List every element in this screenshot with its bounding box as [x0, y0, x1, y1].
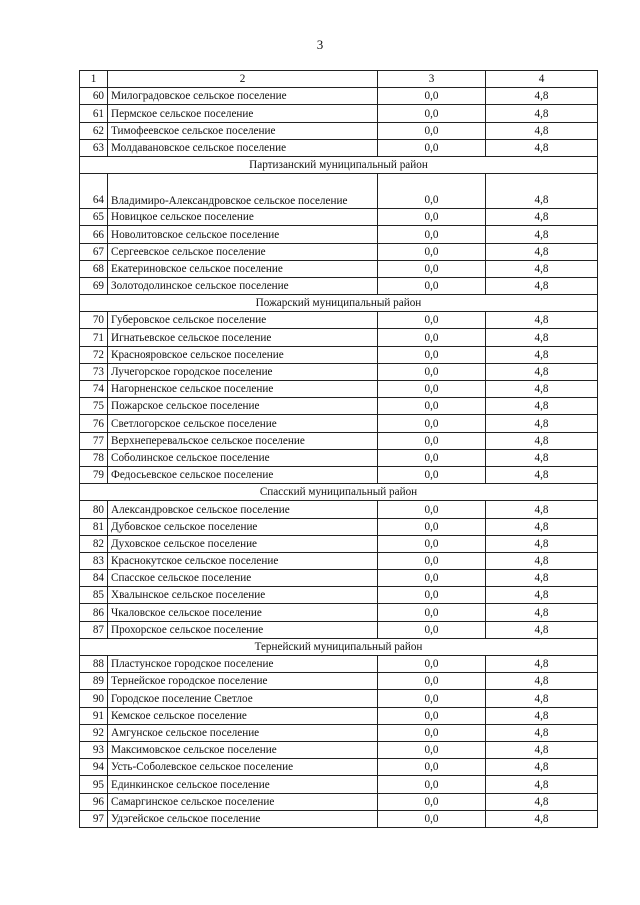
- table-row: [80, 810, 598, 827]
- value-col-3: 0,0: [378, 209, 486, 226]
- row-number: 82: [80, 535, 108, 552]
- table-row: [80, 243, 598, 260]
- table-row: [80, 363, 598, 380]
- settlement-name: Светлогорское сельское поселение: [108, 415, 378, 432]
- row-number: 89: [80, 673, 108, 690]
- settlement-name: Соболинское сельское поселение: [108, 449, 378, 466]
- row-number: 92: [80, 724, 108, 741]
- table-row: [80, 346, 598, 363]
- value-col-4: 4,8: [486, 810, 598, 827]
- value-col-3: 0,0: [378, 243, 486, 260]
- table-row: [80, 724, 598, 741]
- value-col-4: 4,8: [486, 312, 598, 329]
- table-row: [80, 105, 598, 122]
- value-col-3: 0,0: [378, 656, 486, 673]
- value-col-3: 0,0: [378, 312, 486, 329]
- section-title: Пожарский муниципальный район: [80, 295, 598, 312]
- settlement-name: Пластунское городское поселение: [108, 656, 378, 673]
- value-col-4: 4,8: [486, 88, 598, 105]
- table-row: [80, 604, 598, 621]
- value-col-4: 4,8: [486, 398, 598, 415]
- settlement-name: Кемское сельское поселение: [108, 707, 378, 724]
- table-row: [80, 707, 598, 724]
- table-row: [80, 277, 598, 294]
- row-number: 64: [80, 174, 108, 209]
- settlement-name: Усть-Соболевское сельское поселение: [108, 759, 378, 776]
- value-col-3: 0,0: [378, 707, 486, 724]
- row-number: 63: [80, 139, 108, 156]
- value-col-3: 0,0: [378, 346, 486, 363]
- settlement-name: Тернейское городское поселение: [108, 673, 378, 690]
- table-row: [80, 518, 598, 535]
- value-col-4: 4,8: [486, 105, 598, 122]
- value-col-3: 0,0: [378, 174, 486, 209]
- row-number: 77: [80, 432, 108, 449]
- settlement-name: Новолитовское сельское поселение: [108, 226, 378, 243]
- table-row: [80, 621, 598, 638]
- value-col-3: 0,0: [378, 88, 486, 105]
- settlement-name: Золотодолинское сельское поселение: [108, 277, 378, 294]
- table-row: [80, 570, 598, 587]
- value-col-4: 4,8: [486, 449, 598, 466]
- section-title: Спасский муниципальный район: [80, 484, 598, 501]
- table-row: [80, 226, 598, 243]
- settlement-name: Духовское сельское поселение: [108, 535, 378, 552]
- table-row: [80, 776, 598, 793]
- table-row: [80, 329, 598, 346]
- value-col-4: 4,8: [486, 604, 598, 621]
- settlement-name: Прохорское сельское поселение: [108, 621, 378, 638]
- table-row: [80, 381, 598, 398]
- section-title: Тернейский муниципальный район: [80, 638, 598, 655]
- row-number: 87: [80, 621, 108, 638]
- table-row: [80, 793, 598, 810]
- row-number: 70: [80, 312, 108, 329]
- header-col-1: 1: [80, 71, 108, 88]
- row-number: 75: [80, 398, 108, 415]
- value-col-4: 4,8: [486, 329, 598, 346]
- row-number: 69: [80, 277, 108, 294]
- header-col-2: 2: [108, 71, 378, 88]
- value-col-4: 4,8: [486, 277, 598, 294]
- value-col-4: 4,8: [486, 570, 598, 587]
- table-row: [80, 673, 598, 690]
- settlement-name: Удэгейское сельское поселение: [108, 810, 378, 827]
- value-col-3: 0,0: [378, 587, 486, 604]
- settlement-name: Сергеевское сельское поселение: [108, 243, 378, 260]
- row-number: 83: [80, 552, 108, 569]
- section-header-row: [80, 156, 598, 173]
- settlement-name: Краснояровское сельское поселение: [108, 346, 378, 363]
- value-col-3: 0,0: [378, 415, 486, 432]
- settlement-name: Милоградовское сельское поселение: [108, 88, 378, 105]
- table-row: [80, 501, 598, 518]
- value-col-4: 4,8: [486, 707, 598, 724]
- value-col-3: 0,0: [378, 139, 486, 156]
- value-col-4: 4,8: [486, 759, 598, 776]
- settlement-name: Чкаловское сельское поселение: [108, 604, 378, 621]
- value-col-4: 4,8: [486, 793, 598, 810]
- value-col-4: 4,8: [486, 587, 598, 604]
- table-row: [80, 209, 598, 226]
- row-number: 65: [80, 209, 108, 226]
- settlement-name: Тимофеевское сельское поселение: [108, 122, 378, 139]
- settlement-name: Верхнеперевальское сельское поселение: [108, 432, 378, 449]
- value-col-4: 4,8: [486, 673, 598, 690]
- table-row: [80, 535, 598, 552]
- value-col-4: 4,8: [486, 363, 598, 380]
- row-number: 86: [80, 604, 108, 621]
- row-number: 79: [80, 466, 108, 483]
- section-header-row: [80, 638, 598, 655]
- value-col-4: 4,8: [486, 776, 598, 793]
- row-number: 88: [80, 656, 108, 673]
- value-col-4: 4,8: [486, 415, 598, 432]
- value-col-4: 4,8: [486, 381, 598, 398]
- value-col-4: 4,8: [486, 690, 598, 707]
- value-col-4: 4,8: [486, 226, 598, 243]
- settlement-name: Пожарское сельское поселение: [108, 398, 378, 415]
- row-number: 73: [80, 363, 108, 380]
- value-col-3: 0,0: [378, 690, 486, 707]
- row-number: 74: [80, 381, 108, 398]
- settlement-name: Амгунское сельское поселение: [108, 724, 378, 741]
- table-row: [80, 552, 598, 569]
- header-col-3: 3: [378, 71, 486, 88]
- value-col-3: 0,0: [378, 105, 486, 122]
- row-number: 68: [80, 260, 108, 277]
- settlement-name: Молдавановское сельское поселение: [108, 139, 378, 156]
- value-col-3: 0,0: [378, 518, 486, 535]
- value-col-4: 4,8: [486, 139, 598, 156]
- value-col-4: 4,8: [486, 621, 598, 638]
- value-col-3: 0,0: [378, 122, 486, 139]
- settlement-name: Федосьевское сельское поселение: [108, 466, 378, 483]
- value-col-4: 4,8: [486, 243, 598, 260]
- row-number: 72: [80, 346, 108, 363]
- value-col-3: 0,0: [378, 793, 486, 810]
- value-col-3: 0,0: [378, 741, 486, 758]
- row-number: 94: [80, 759, 108, 776]
- row-number: 80: [80, 501, 108, 518]
- header-col-4: 4: [486, 71, 598, 88]
- settlements-table: [79, 70, 598, 828]
- section-header-row: [80, 295, 598, 312]
- table-row: [80, 312, 598, 329]
- value-col-4: 4,8: [486, 552, 598, 569]
- table-row: [80, 432, 598, 449]
- settlement-name: Екатериновское сельское поселение: [108, 260, 378, 277]
- row-number: 71: [80, 329, 108, 346]
- row-number: 66: [80, 226, 108, 243]
- value-col-3: 0,0: [378, 552, 486, 569]
- value-col-3: 0,0: [378, 724, 486, 741]
- value-col-3: 0,0: [378, 570, 486, 587]
- table-body: [80, 71, 598, 828]
- table-row: [80, 587, 598, 604]
- value-col-3: 0,0: [378, 277, 486, 294]
- table-row: [80, 741, 598, 758]
- value-col-4: 4,8: [486, 346, 598, 363]
- section-header-row: [80, 484, 598, 501]
- row-number: 93: [80, 741, 108, 758]
- settlement-name: Краснокутское сельское поселение: [108, 552, 378, 569]
- value-col-4: 4,8: [486, 724, 598, 741]
- value-col-3: 0,0: [378, 398, 486, 415]
- value-col-3: 0,0: [378, 466, 486, 483]
- row-number: 95: [80, 776, 108, 793]
- page-number: 3: [316, 37, 324, 52]
- row-number: 85: [80, 587, 108, 604]
- row-number: 84: [80, 570, 108, 587]
- row-number: 81: [80, 518, 108, 535]
- settlement-name: Александровское сельское поселение: [108, 501, 378, 518]
- value-col-3: 0,0: [378, 673, 486, 690]
- row-number: 78: [80, 449, 108, 466]
- value-col-3: 0,0: [378, 449, 486, 466]
- value-col-4: 4,8: [486, 656, 598, 673]
- value-col-3: 0,0: [378, 381, 486, 398]
- value-col-4: 4,8: [486, 741, 598, 758]
- value-col-3: 0,0: [378, 621, 486, 638]
- value-col-3: 0,0: [378, 759, 486, 776]
- table-header-row: [80, 71, 598, 88]
- value-col-4: 4,8: [486, 432, 598, 449]
- value-col-4: 4,8: [486, 518, 598, 535]
- row-number: 96: [80, 793, 108, 810]
- table-row: [80, 690, 598, 707]
- settlement-name: Нагорненское сельское поселение: [108, 381, 378, 398]
- table-row: [80, 88, 598, 105]
- value-col-4: 4,8: [486, 535, 598, 552]
- value-col-4: 4,8: [486, 466, 598, 483]
- value-col-3: 0,0: [378, 604, 486, 621]
- row-number: 61: [80, 105, 108, 122]
- table-row: [80, 174, 598, 209]
- settlement-name: Максимовское сельское поселение: [108, 741, 378, 758]
- value-col-4: 4,8: [486, 122, 598, 139]
- row-number: 76: [80, 415, 108, 432]
- table-row: [80, 466, 598, 483]
- table-row: [80, 759, 598, 776]
- value-col-3: 0,0: [378, 501, 486, 518]
- settlement-name: Игнатьевское сельское поселение: [108, 329, 378, 346]
- row-number: 90: [80, 690, 108, 707]
- value-col-3: 0,0: [378, 432, 486, 449]
- settlement-name: Спасское сельское поселение: [108, 570, 378, 587]
- settlement-name: Губеровское сельское поселение: [108, 312, 378, 329]
- settlement-name: Самаргинское сельское поселение: [108, 793, 378, 810]
- settlement-name: Единкинское сельское поселение: [108, 776, 378, 793]
- table-row: [80, 656, 598, 673]
- row-number: 67: [80, 243, 108, 260]
- table-row: [80, 449, 598, 466]
- value-col-4: 4,8: [486, 260, 598, 277]
- value-col-3: 0,0: [378, 363, 486, 380]
- value-col-4: 4,8: [486, 209, 598, 226]
- settlement-name: Новицкое сельское поселение: [108, 209, 378, 226]
- row-number: 91: [80, 707, 108, 724]
- value-col-3: 0,0: [378, 329, 486, 346]
- section-title: Партизанский муниципальный район: [80, 156, 598, 173]
- settlement-name: Владимиро-Александровское сельское поселение: [108, 174, 378, 209]
- value-col-3: 0,0: [378, 810, 486, 827]
- row-number: 97: [80, 810, 108, 827]
- table-row: [80, 398, 598, 415]
- row-number: 62: [80, 122, 108, 139]
- table-row: [80, 415, 598, 432]
- row-number: 60: [80, 88, 108, 105]
- value-col-3: 0,0: [378, 535, 486, 552]
- table-row: [80, 260, 598, 277]
- settlement-name: Дубовское сельское поселение: [108, 518, 378, 535]
- settlement-name: Хвалынское сельское поселение: [108, 587, 378, 604]
- value-col-3: 0,0: [378, 260, 486, 277]
- table-row: [80, 139, 598, 156]
- settlement-name: Лучегорское городское поселение: [108, 363, 378, 380]
- value-col-4: 4,8: [486, 174, 598, 209]
- settlement-name: Пермское сельское поселение: [108, 105, 378, 122]
- value-col-3: 0,0: [378, 226, 486, 243]
- value-col-3: 0,0: [378, 776, 486, 793]
- settlement-name: Городское поселение Светлое: [108, 690, 378, 707]
- table-row: [80, 122, 598, 139]
- value-col-4: 4,8: [486, 501, 598, 518]
